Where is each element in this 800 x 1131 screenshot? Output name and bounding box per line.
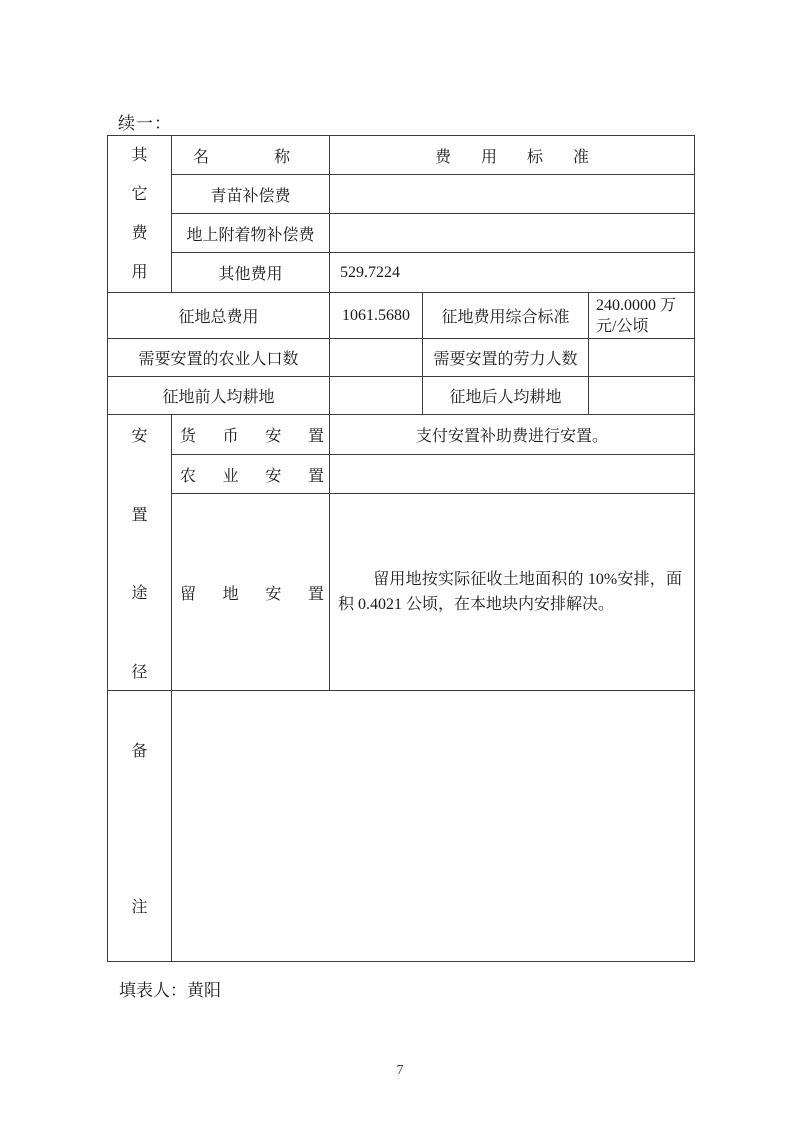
agricultural-placement-char: 安 <box>265 467 282 485</box>
standard-header-char: 用 <box>480 148 497 166</box>
other-fees-section-label <box>108 136 172 293</box>
monetary-placement-char: 币 <box>222 428 239 445</box>
other-fees-char: 其 <box>131 147 148 164</box>
monetary-placement-content: 支付安置补助费进行安置。 <box>330 415 694 455</box>
remarks-char: 注 <box>131 899 148 916</box>
reserved-land-placement-label <box>172 494 330 691</box>
page-number: 7 <box>396 1063 404 1078</box>
other-fees-char: 费 <box>131 225 148 242</box>
agricultural-placement-char: 业 <box>222 467 239 485</box>
other-fees-char: 用 <box>131 264 148 281</box>
reserved-land-placement-paragraph: 留用地按实际征收土地面积的 10%安排，面积 0.4021 公顷，在本地块内安排解决。 <box>338 571 682 613</box>
total-fee-value: 1061.5680 <box>330 293 423 339</box>
post-acquisition-farmland-label: 征地后人均耕地 <box>423 377 589 415</box>
reserved-land-placement-char: 置 <box>307 585 324 603</box>
labor-count-value <box>589 339 694 377</box>
placement-char: 径 <box>131 663 148 681</box>
reserved-land-placement-char: 安 <box>265 585 282 603</box>
standard-header-char: 标 <box>527 148 544 166</box>
agri-population-label: 需要安置的农业人口数 <box>108 339 330 377</box>
placement-char: 安 <box>131 428 148 445</box>
row-label-qingmiao: 青苗补偿费 <box>172 175 330 214</box>
name-header-char: 称 <box>273 148 290 166</box>
agricultural-placement-char: 置 <box>307 467 324 485</box>
agricultural-placement-label <box>172 455 330 494</box>
reserved-land-placement-content <box>330 494 694 691</box>
placement-char: 途 <box>131 585 148 603</box>
total-fee-label: 征地总费用 <box>108 293 330 339</box>
labor-count-label: 需要安置的劳力人数 <box>423 339 589 377</box>
agricultural-placement-char: 农 <box>180 467 197 485</box>
remarks-section-label <box>108 691 172 961</box>
monetary-placement-char: 安 <box>265 428 282 445</box>
fee-standard-column-header <box>330 136 694 175</box>
name-header-char: 名 <box>193 148 210 166</box>
agri-population-value <box>330 339 423 377</box>
reserved-land-placement-char: 留 <box>180 585 197 603</box>
monetary-placement-char: 货 <box>180 428 197 445</box>
pre-acquisition-farmland-label: 征地前人均耕地 <box>108 377 330 415</box>
pre-acquisition-farmland-value <box>330 377 423 415</box>
continuation-label: 续一： <box>118 114 172 133</box>
land-acquisition-form-table <box>107 135 695 962</box>
row-value-qita-feiyong: 529.7224 <box>330 253 694 293</box>
row-value-qingmiao <box>330 175 694 214</box>
post-acquisition-farmland-value <box>589 377 694 415</box>
comprehensive-standard-label: 征地费用综合标准 <box>423 293 589 339</box>
standard-header-char: 准 <box>573 148 590 166</box>
reserved-land-placement-char: 地 <box>222 585 239 603</box>
comprehensive-standard-value: 240.0000 万元/公顷 <box>589 293 694 339</box>
row-label-dishang-fuzhuowu: 地上附着物补偿费 <box>172 214 330 253</box>
placement-section-label <box>108 415 172 691</box>
row-label-qita-feiyong: 其他费用 <box>172 253 330 293</box>
placement-char: 置 <box>131 506 148 524</box>
monetary-placement-label <box>172 415 330 455</box>
standard-header-char: 费 <box>434 148 451 166</box>
remarks-content <box>172 691 694 961</box>
monetary-placement-char: 置 <box>307 428 324 445</box>
agricultural-placement-content <box>330 455 694 494</box>
row-value-dishang-fuzhuowu <box>330 214 694 253</box>
other-fees-char: 它 <box>131 186 148 203</box>
form-filler-line: 填表人：黄阳 <box>119 981 221 1000</box>
remarks-char: 备 <box>131 743 148 760</box>
name-column-header <box>172 136 330 175</box>
